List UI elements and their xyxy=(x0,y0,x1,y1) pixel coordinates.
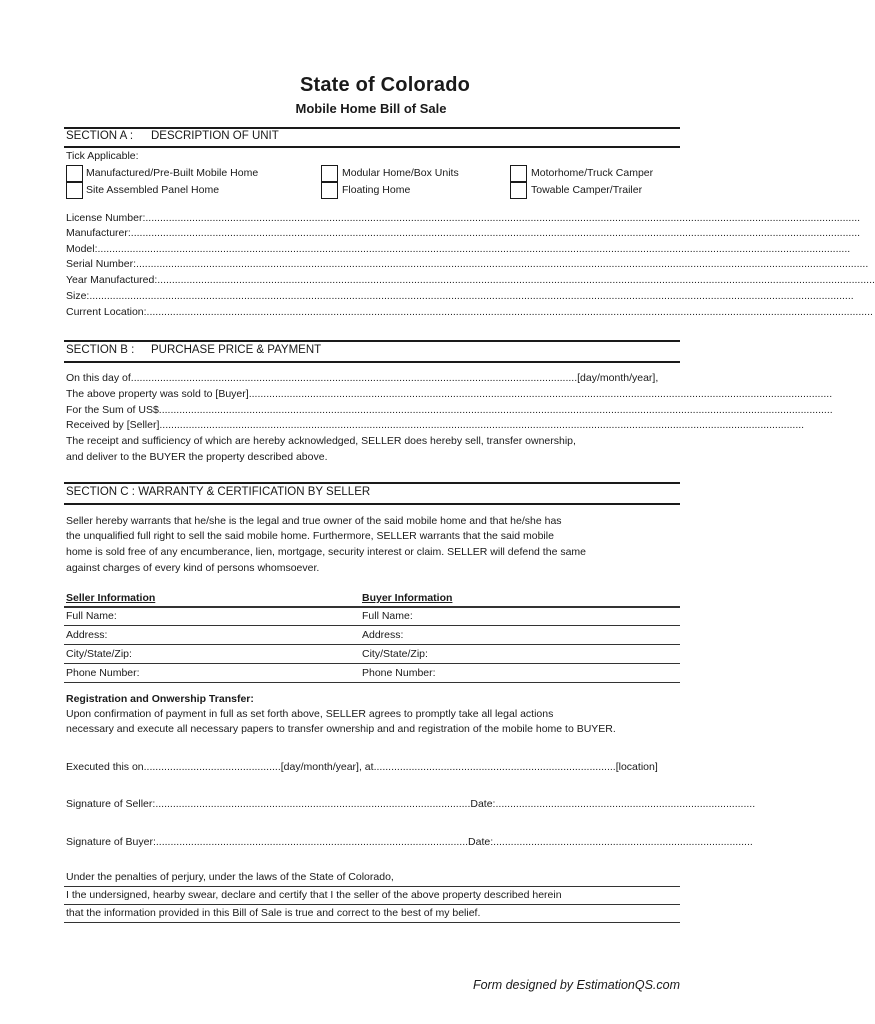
buyer-address[interactable]: Address: xyxy=(362,629,404,641)
info-table-rule xyxy=(64,663,680,664)
checkbox-site-assembled-home[interactable] xyxy=(66,182,83,199)
perjury-rule xyxy=(64,886,680,887)
footer-credit: Form designed by EstimationQS.com xyxy=(472,978,680,992)
checkbox-manufactured-home[interactable] xyxy=(66,165,83,182)
field-sold-to-buyer[interactable]: The above property was sold to [Buyer]........................................................................................................................................................................................................ xyxy=(66,388,833,400)
field-current-location[interactable]: Current Location:......................................................................................................................................................................................................................................................... xyxy=(66,306,873,318)
field-year-manufactured[interactable]: Year Manufactured:...................................................................................................................................................................................................................................................... xyxy=(66,274,875,286)
option-manufactured-home: Manufactured/Pre-Built Mobile Home xyxy=(86,167,259,179)
seller-city-state-zip[interactable]: City/State/Zip: xyxy=(66,648,132,660)
info-table-rule xyxy=(64,606,680,608)
section-a-code: SECTION A : xyxy=(66,130,134,142)
field-license-number[interactable]: License Number:..................................................................................................................................................................................................................................................... xyxy=(66,212,861,224)
field-manufacturer[interactable]: Manufacturer:.......................................................................................................................................................................................................................................................... xyxy=(66,227,861,239)
tick-applicable-label: Tick Applicable: xyxy=(66,150,139,162)
buyer-phone-number[interactable]: Phone Number: xyxy=(362,667,436,679)
section-b-heading xyxy=(64,340,680,362)
buyer-info-title: Buyer Information xyxy=(362,592,453,604)
warranty-line-2: the unqualified full right to sell the said mobile home. Furthermore, SELLER warrants that the said mobile xyxy=(66,530,554,542)
checkbox-motorhome[interactable] xyxy=(510,165,527,182)
perjury-line-2: I the undersigned, hearby swear, declare and certify that I the seller of the above property described herein xyxy=(66,889,562,901)
option-motorhome: Motorhome/Truck Camper xyxy=(531,167,654,179)
ack-line-2: and deliver to the BUYER the property described above. xyxy=(66,451,328,463)
document-title: State of Colorado xyxy=(299,74,471,96)
checkbox-towable-camper[interactable] xyxy=(510,182,527,199)
section-a-heading xyxy=(64,127,680,147)
section-c-heading xyxy=(64,482,680,504)
info-table-rule xyxy=(64,625,680,626)
ack-line-1: The receipt and sufficiency of which are hereby acknowledged, SELLER does hereby sell, transfer ownership, xyxy=(66,435,576,447)
field-buyer-signature[interactable]: Signature of Buyer:...........................................................................................................Date:......................................................................................... xyxy=(66,836,753,848)
registration-line-1: Upon confirmation of payment in full as set forth above, SELLER agrees to promptly take all legal actions xyxy=(66,708,554,720)
section-b-code: SECTION B : xyxy=(66,344,135,356)
field-model[interactable]: Model:.................................................................................................................................................................................................................................................................. xyxy=(66,243,851,255)
field-seller-signature[interactable]: Signature of Seller:............................................................................................................Date:......................................................................................... xyxy=(66,798,756,810)
buyer-city-state-zip[interactable]: City/State/Zip: xyxy=(362,648,428,660)
seller-info-title: Seller Information xyxy=(66,592,156,604)
field-received-by-seller[interactable]: Received by [Seller]............................................................................................................................................................................................................................. xyxy=(66,419,805,431)
perjury-rule xyxy=(64,904,680,905)
info-table-rule xyxy=(64,682,680,683)
perjury-rule xyxy=(64,922,680,923)
section-a-title: DESCRIPTION OF UNIT xyxy=(151,130,279,142)
checkbox-floating-home[interactable] xyxy=(321,182,338,199)
field-sum[interactable]: For the Sum of US$....................................................................................................................................................................................................................................... xyxy=(66,404,833,416)
option-floating-home: Floating Home xyxy=(342,184,411,196)
option-modular-home: Modular Home/Box Units xyxy=(342,167,459,179)
section-c-title: SECTION C : WARRANTY & CERTIFICATION BY SELLER xyxy=(66,486,371,498)
warranty-line-3: home is sold free of any encumberance, lien, mortgage, security interest or claim. SELLER will defend the same xyxy=(66,546,587,558)
seller-address[interactable]: Address: xyxy=(66,629,108,641)
info-table-rule xyxy=(64,644,680,645)
field-size[interactable]: Size:...................................................................................................................................................................................................................................................................... xyxy=(66,290,854,302)
registration-line-2: necessary and execute all necessary papers to transfer ownership and and registration of the mobile home to BUYER. xyxy=(66,723,616,735)
seller-full-name[interactable]: Full Name: xyxy=(66,610,117,622)
seller-phone-number[interactable]: Phone Number: xyxy=(66,667,140,679)
document-subtitle: Mobile Home Bill of Sale xyxy=(295,101,447,116)
perjury-line-1: Under the penalties of perjury, under the laws of the State of Colorado, xyxy=(66,871,394,883)
option-towable-camper: Towable Camper/Trailer xyxy=(531,184,643,196)
field-executed-on[interactable]: Executed this on...............................................[day/month/year], at...................................................................................[location] xyxy=(66,761,658,773)
field-sale-date[interactable]: On this day of.........................................................................................................................................................[day/month/year], xyxy=(66,372,659,384)
buyer-full-name[interactable]: Full Name: xyxy=(362,610,413,622)
section-b-title: PURCHASE PRICE & PAYMENT xyxy=(151,344,322,356)
registration-title: Registration and Onwership Transfer: xyxy=(66,693,254,705)
warranty-line-1: Seller hereby warrants that he/she is the legal and true owner of the said mobile home and that he/she has xyxy=(66,515,562,527)
field-serial-number[interactable]: Serial Number:........................................................................................................................................................................................................................................................... xyxy=(66,258,869,270)
perjury-line-3: that the information provided in this Bill of Sale is true and correct to the best of my belief. xyxy=(66,907,481,919)
checkbox-modular-home[interactable] xyxy=(321,165,338,182)
option-site-assembled-home: Site Assembled Panel Home xyxy=(86,184,220,196)
warranty-line-4: against charges of every kind of persons whomsoever. xyxy=(66,562,320,574)
